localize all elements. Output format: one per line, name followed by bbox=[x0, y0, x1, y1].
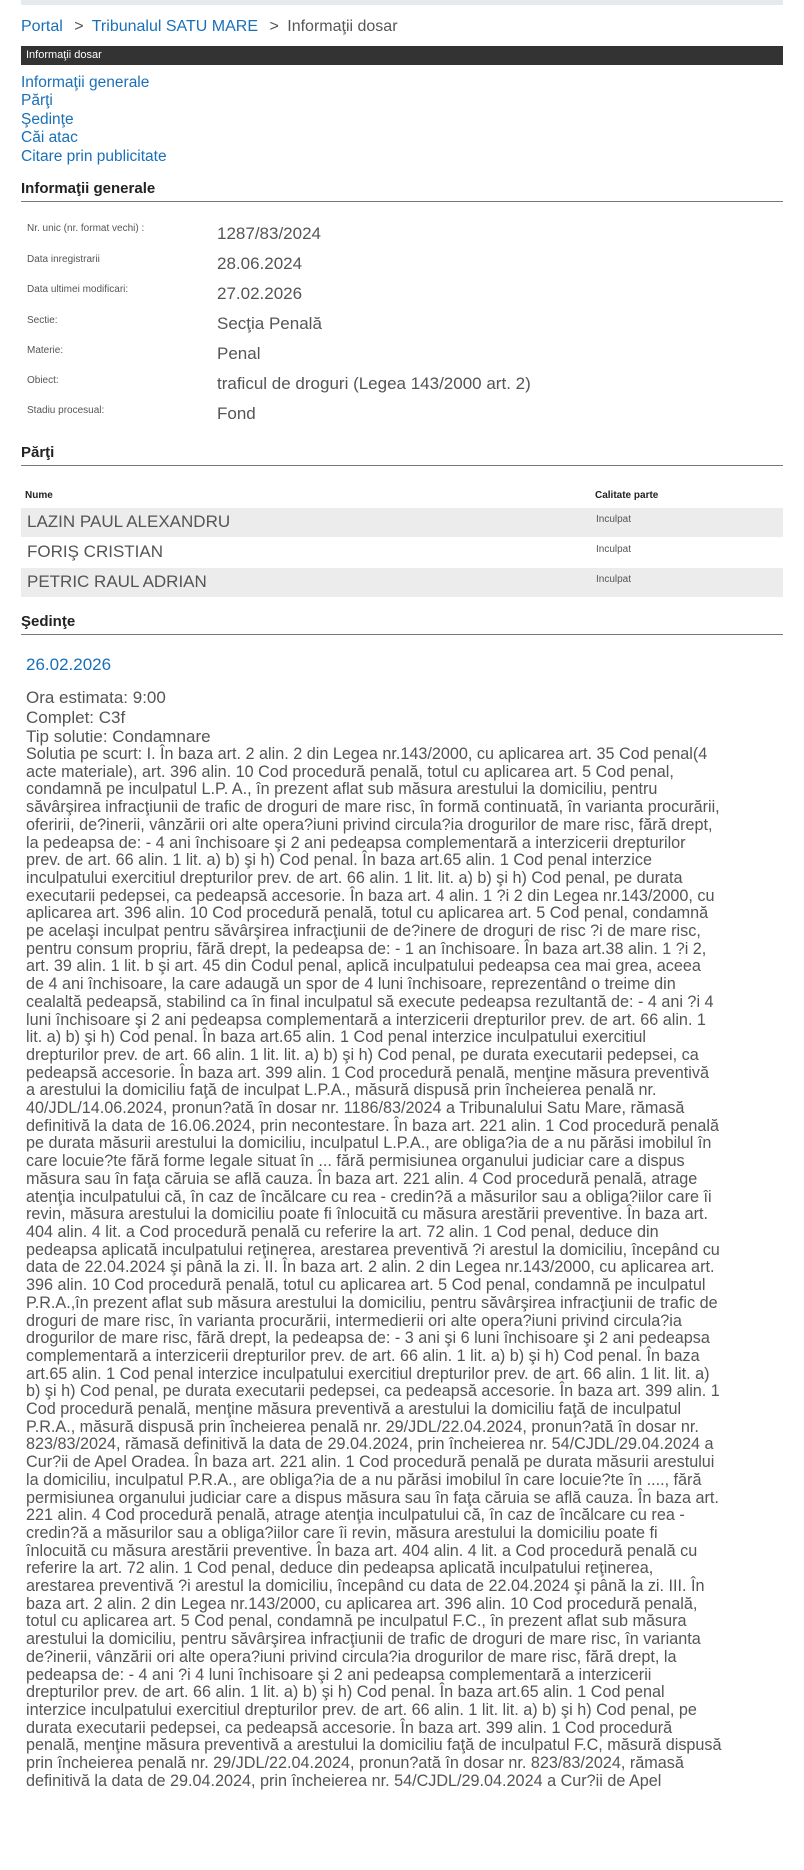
party-role: Inculpat bbox=[596, 544, 632, 555]
table-row bbox=[21, 538, 783, 567]
registration-date-value: 28.06.2024 bbox=[217, 254, 303, 273]
parties-col-role: Calitate parte bbox=[595, 490, 659, 501]
solution-line: P.R.A., măsură dispusă prin încheierea penală nr. 29/JDL/22.04.2024, pronun?ată în dosar nr. bbox=[26, 1417, 699, 1436]
solution-type: Tip solutie: Condamnare bbox=[26, 727, 211, 746]
procedural-stage-label: Stadiu procesual: bbox=[27, 405, 105, 416]
hearings-heading: Şedinţe bbox=[21, 613, 783, 635]
solution-line: de?inerii, vânzării ori alte opera?iuni privind circula?ia drogurilor de mare risc, fără drept, la bbox=[26, 1647, 677, 1666]
solution-line: revin, măsura arestului la domiciliu poate fi înlocuită cu măsura arestării preventive. În baza art. bbox=[26, 1205, 708, 1224]
hearing-time: Ora estimata: 9:00 bbox=[26, 688, 166, 707]
solution-line: b) şi h) Cod penal, pe durata executarii pedepsei, ca pedeapsă accesorie. În baza art. 399 alin. 1 bbox=[26, 1382, 720, 1401]
table-row bbox=[21, 508, 783, 537]
hearing-panel: Complet: C3f bbox=[26, 708, 126, 727]
solution-line: înlocuită cu măsura arestării preventive. În baza art. 404 alin. 4 lit. a Cod procedură penală cu bbox=[26, 1541, 698, 1560]
solution-line: pedeapsă accesorie. În baza art. 399 alin. 1 Cod procedură penală, menţine măsura preventivă bbox=[26, 1063, 709, 1082]
nav-link-public-summons[interactable]: Citare prin publicitate bbox=[21, 147, 167, 165]
solution-line: 40/JDL/14.06.2024, pronun?ată în dosar nr. 1186/83/2024 a Tribunalului Satu Mare, rămasă bbox=[26, 1099, 685, 1118]
solution-line: data de 22.04.2024 şi până la zi. II. În baza art. 2 alin. 2 din Legea nr.143/2000, cu aplicarea art. bbox=[26, 1258, 715, 1277]
solution-line: pe acelaşi inculpat pentru săvârşirea infracţiunii de de?inere de droguri de risc ?i de mare risc, bbox=[26, 922, 701, 941]
solution-line: 404 alin. 4 lit. a Cod procedură penală cu referire la art. 72 alin. 1 Cod penal, deduce din bbox=[26, 1222, 659, 1241]
last-modified-label: Data ultimei modificari: bbox=[27, 284, 129, 295]
solution-line: aplicarea art. 396 alin. 10 Cod procedură penală, totul cu aplicarea art. 5 Cod penal, condamnă bbox=[26, 904, 709, 923]
solution-line: atenţia inculpatului că, în caz de încălcare cu rea - credin?ă a măsurilor sau a obliga?iilor care îi bbox=[26, 1187, 712, 1206]
solution-line: drepturilor prev. de art. 66 alin. 1 lit. lit. a) b) şi h) Cod penal, pe durata executarii pedepsei, ca bbox=[26, 1045, 699, 1064]
top-strip bbox=[21, 0, 783, 5]
solution-line: P.R.A.,în prezent aflat sub măsura arestului la domiciliu, pentru săvârşirea infracţiunii de trafic de bbox=[26, 1293, 718, 1312]
solution-line: 396 alin. 10 Cod procedură penală, totul cu aplicarea art. 5 Cod penal, condamnă pe inculpatul bbox=[26, 1276, 706, 1295]
solution-line: prev. de art. 66 alin. 1 lit. a) b) şi h) Cod penal. În baza art.65 alin. 1 Cod penal interzice bbox=[26, 851, 652, 870]
party-role: Inculpat bbox=[596, 574, 632, 585]
object-label: Obiect: bbox=[27, 375, 59, 386]
parties-col-name: Nume bbox=[25, 490, 53, 501]
solution-line: interzice inculpatului exercitiul drepturilor prev. de art. 66 alin. 1 lit. lit. a) b) şi h) Cod penal, pe bbox=[26, 1700, 697, 1719]
solution-line: 221 alin. 4 Cod procedură penală, atrage atenţia inculpatului că, în caz de încălcare cu rea - bbox=[26, 1506, 685, 1525]
solution-line: pedeapsa aplicată inculpatului reţinerea, arestarea preventivă ?i arestul la domiciliu, începând cu bbox=[26, 1240, 720, 1259]
solution-line: Cod procedură penală, menţine măsura preventivă a arestului la domiciliu faţă de inculpatul bbox=[26, 1400, 682, 1419]
solution-line: cealaltă pedeapsă, stabilind ca în final inculpatul să execute pedeapsa rezultantă de: - 4 ani ?i 4 bbox=[26, 992, 714, 1011]
solution-line: inculpatului exercitiul drepturilor prev. de art. 66 alin. 1 lit. lit. a) b) şi h) Cod penal, pe durata bbox=[26, 868, 683, 887]
solution-line: definitivă la data de 16.06.2024, prin necontestare. În baza art. 221 alin. 1 Cod procedură penală bbox=[26, 1116, 719, 1135]
nav-link-general-info[interactable]: Informaţii generale bbox=[21, 74, 150, 91]
solution-line: drepturilor prev. de art. 66 alin. 1 lit. a) b) şi h) Cod penal. În baza art.65 alin. 1 Cod penal bbox=[26, 1683, 665, 1702]
solution-summary bbox=[26, 746, 786, 1790]
solution-line: definitivă la data de 29.04.2024, prin încheierea nr. 54/CJDL/29.04.2024 a Cur?ii de Apel bbox=[26, 1771, 662, 1790]
solution-line: droguri de mare risc, în varianta procurării, intermedierii ori alte opera?iuni privind circula?ia bbox=[26, 1311, 682, 1330]
object-value: traficul de droguri (Legea 143/2000 art. 2) bbox=[217, 374, 531, 393]
table-row bbox=[21, 568, 783, 597]
solution-line: de 4 ani închisoare, la care adaugă un spor de 4 luni închisoare, reprezentând o treime din bbox=[26, 975, 676, 994]
solution-line: la pedeapsa de: - 4 ani închisoare şi 2 ani pedeapsa complementară a interzicerii drepturilor bbox=[26, 833, 686, 852]
party-name: PETRIC RAUL ADRIAN bbox=[27, 572, 207, 591]
solution-line: permisiunea organului judiciar care a dispus măsura sau în faţa căruia se află cauza. În baza art. bbox=[26, 1488, 719, 1507]
solution-line: art. 39 alin. 1 lit. b şi art. 45 din Codul penal, aplică inculpatului pedeapsa cea mai grea, aceea bbox=[26, 957, 701, 976]
solution-line: executarii pedepsei, ca pedeapsă accesorie. În baza art. 4 alin. 1 ?i 2 din Legea nr.143/2000, cu bbox=[26, 886, 715, 905]
solution-line: arestarea preventivă ?i arestul la domiciliu, începând cu data de 22.04.2024 şi până la zi. III. În bbox=[26, 1577, 705, 1596]
procedural-stage-value: Fond bbox=[217, 404, 256, 423]
solution-line: care locuie?te fără forme legale situat în ... fără permisiunea organului judiciar care a dispus bbox=[26, 1152, 685, 1171]
hearing-date-link[interactable]: 26.02.2026 bbox=[26, 655, 112, 674]
solution-line: condamnă pe inculpatul L.P. A., în prezent aflat sub măsura arestului la domiciliu, pentru bbox=[26, 780, 658, 799]
breadcrumb-separator: > bbox=[269, 18, 279, 35]
solution-line: pentru consum propriu, fără drept, la pedeapsa de: - 1 an închisoare. În baza art.38 alin. 1 ?i 2, bbox=[26, 939, 707, 958]
solution-line: lit. a) b) şi h) Cod penal. În baza art.65 alin. 1 Cod penal interzice inculpatului exercitiul bbox=[26, 1028, 646, 1047]
solution-line: totul cu aplicarea art. 5 Cod penal, condamnă pe inculpatul F.C., în prezent aflat sub măsura bbox=[26, 1612, 687, 1631]
nav-link-hearings[interactable]: Şedinţe bbox=[21, 110, 74, 128]
matter-value: Penal bbox=[217, 344, 261, 363]
solution-line: credin?ă a măsurilor sau a obliga?iilor care îi revin, măsura arestului la domiciliu poate fi bbox=[26, 1523, 658, 1542]
breadcrumb-court-link[interactable]: Tribunalul SATU MARE bbox=[91, 18, 259, 35]
solution-line: săvârşirea infracţiunii de trafic de droguri de mare risc, în formă continuată, în varianta procurării, bbox=[26, 798, 720, 817]
nav-link-appeals[interactable]: Căi atac bbox=[21, 129, 78, 147]
case-number-value: 1287/83/2024 bbox=[217, 224, 321, 243]
solution-line: 823/83/2024, rămasă definitivă la data de 29.04.2024, prin încheierea nr. 54/CJDL/29.04.2024 a bbox=[26, 1435, 714, 1454]
solution-line: complementară a interzicerii drepturilor prev. de art. 66 alin. 1 lit. a) b) şi h) Cod penal. În baza bbox=[26, 1346, 700, 1365]
solution-line: Cur?ii de Apel Oradea. În baza art. 221 alin. 1 Cod procedură penală pe durata măsurii arestului bbox=[26, 1453, 715, 1472]
parties-heading: Părţi bbox=[21, 444, 783, 466]
matter-label: Materie: bbox=[27, 345, 64, 356]
case-number-label: Nr. unic (nr. format vechi) : bbox=[27, 223, 145, 234]
solution-line: la domiciliu, inculpatul P.R.A., are obliga?ia de a nu părăsi imobilul în care locuie?te în ...., fără bbox=[26, 1470, 702, 1489]
solution-line: oferirii, de?inerii, vânzării ori alte opera?iuni privind circula?ia drogurilor de mare risc, fără drept, bbox=[26, 815, 713, 834]
general-info-heading: Informaţii generale bbox=[21, 180, 783, 202]
registration-date-label: Data inregistrarii bbox=[27, 254, 100, 265]
case-info-header-bar: Informaţii dosar bbox=[21, 46, 783, 65]
section-nav bbox=[21, 74, 167, 166]
solution-line: pe durata măsurii arestului la domiciliu, inculpatul L.P.A., are obliga?ia de a nu părăsi imobilul în bbox=[26, 1134, 712, 1153]
party-role: Inculpat bbox=[596, 514, 632, 525]
solution-line: drogurilor de mare risc, fără drept, la pedeapsa de: - 3 ani şi 6 luni închisoare şi 2 ani pedeapsa bbox=[26, 1329, 710, 1348]
solution-line: luni închisoare şi 2 ani pedeapsa complementară a interzicerii drepturilor prev. de art. 66 alin. 1 bbox=[26, 1010, 706, 1029]
breadcrumb-portal-link[interactable]: Portal bbox=[21, 18, 63, 35]
solution-line: referire la art. 72 alin. 1 Cod penal, deduce din pedeapsa aplicată inculpatului reţinerea, bbox=[26, 1559, 654, 1578]
solution-line: art.65 alin. 1 Cod penal interzice inculpatului exercitiul drepturilor prev. de art. 66 alin. 1 lit. lit. a) bbox=[26, 1364, 710, 1383]
breadcrumb-separator: > bbox=[74, 18, 84, 35]
party-name: FORIŞ CRISTIAN bbox=[27, 542, 164, 561]
solution-line: a arestului la domiciliu faţă de inculpat L.P.A., măsură dispusă prin încheierea penală nr. bbox=[26, 1081, 657, 1100]
party-name: LAZIN PAUL ALEXANDRU bbox=[27, 512, 231, 531]
solution-line: pedeapsa de: - 4 ani ?i 4 luni închisoare şi 2 ani pedeapsa complementară a interzicerii bbox=[26, 1665, 652, 1684]
solution-line: acte materiale), art. 396 alin. 10 Cod procedură penală, totul cu aplicarea art. 5 Cod penal, bbox=[26, 762, 674, 781]
solution-line: arestului la domiciliu, pentru săvârşirea infracţiunii de trafic de droguri de mare risc, în varianta bbox=[26, 1630, 701, 1649]
last-modified-value: 27.02.2026 bbox=[217, 284, 303, 303]
nav-link-parties[interactable]: Părţi bbox=[21, 92, 53, 110]
section-value: Secţia Penală bbox=[217, 314, 322, 333]
solution-line: penală, menţine măsura preventivă a arestului la domiciliu faţă de inculpatul F.C, măsură dispusă bbox=[26, 1736, 722, 1755]
breadcrumb bbox=[21, 18, 398, 36]
solution-line: Solutia pe scurt: I. În baza art. 2 alin. 2 din Legea nr.143/2000, cu aplicarea art. 35 Cod penal(4 bbox=[26, 745, 708, 763]
solution-line: durata executarii pedepsei, ca pedeapsă accesorie. În baza art. 399 alin. 1 Cod procedură bbox=[26, 1718, 673, 1737]
solution-line: măsura sau în faţa căruia se află cauza. În baza art. 221 alin. 4 Cod procedură penală, atrage bbox=[26, 1169, 698, 1188]
section-label: Sectie: bbox=[27, 315, 58, 326]
solution-line: prin încheierea penală nr. 29/JDL/22.04.2024, pronun?ată în dosar nr. 823/83/2024, rămasă bbox=[26, 1754, 684, 1773]
breadcrumb-current: Informaţii dosar bbox=[287, 18, 398, 35]
solution-line: baza art. 2 alin. 2 din Legea nr.143/2000, cu aplicarea art. 396 alin. 10 Cod procedură penală, bbox=[26, 1594, 698, 1613]
